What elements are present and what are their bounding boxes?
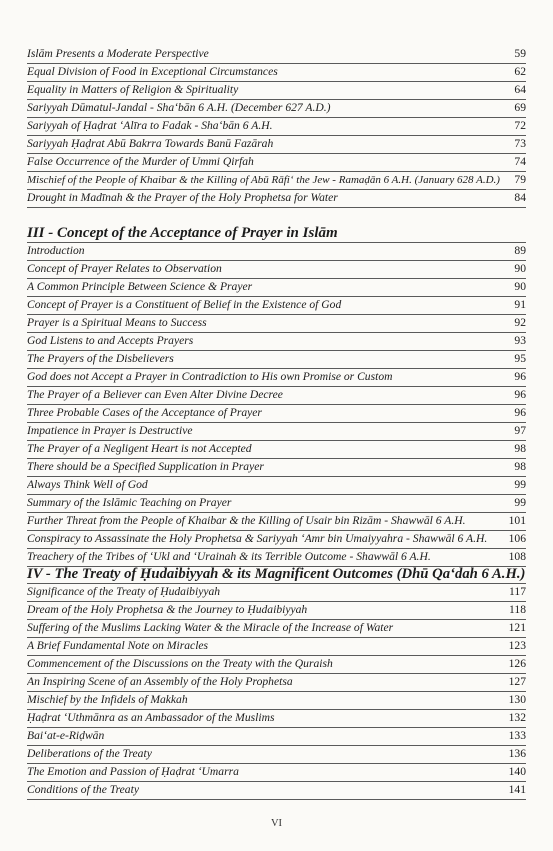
toc-entry-page: 96 bbox=[514, 406, 526, 419]
toc-entry-page: 96 bbox=[514, 370, 526, 383]
toc-entry bbox=[27, 441, 526, 459]
toc-entry-page: 64 bbox=[514, 83, 526, 96]
toc-entry bbox=[27, 638, 526, 656]
toc-entry-page: 95 bbox=[514, 352, 526, 365]
toc-entry-title: Suffering of the Muslims Lacking Water & the Miracle of the Increase of Water bbox=[27, 621, 394, 634]
toc-entry-title: Islām Presents a Moderate Perspective bbox=[27, 47, 209, 60]
toc-entry bbox=[27, 656, 526, 674]
toc-entry-page: 72 bbox=[514, 119, 526, 132]
toc-entry-title: Further Threat from the People of Khaibar & the Killing of Usair bin Rizām - Shawwāl 6 A.H. bbox=[27, 514, 466, 527]
toc-entry bbox=[27, 279, 526, 297]
toc-entry-page: 136 bbox=[508, 747, 526, 760]
toc-entry-page: 98 bbox=[514, 460, 526, 473]
toc-entry-title: Drought in Madīnah & the Prayer of the Holy Prophetsa for Water bbox=[27, 191, 338, 204]
toc-entry-title: Sariyyah Ḥaḍrat Abū Bakrra Towards Banū Fazārah bbox=[27, 137, 274, 150]
toc-entry-title: Sariyyah of Ḥaḍrat ‘Alīra to Fadak - Sha‘bān 6 A.H. bbox=[27, 119, 273, 132]
toc-entry-page: 117 bbox=[509, 585, 526, 598]
toc-entry-title: The Prayer of a Believer can Even Alter Divine Decree bbox=[27, 388, 283, 401]
toc-section-iv bbox=[27, 584, 526, 800]
toc-entry bbox=[27, 710, 526, 728]
toc-entry-title: Treachery of the Tribes of ‘Ukl and ‘Urainah & its Terrible Outcome - Shawwāl 6 A.H. bbox=[27, 550, 431, 563]
toc-entry-title: Equality in Matters of Religion & Spirituality bbox=[27, 83, 239, 96]
toc-entry-title: Concept of Prayer is a Constituent of Belief in the Existence of God bbox=[27, 298, 342, 311]
toc-entry-page: 132 bbox=[508, 711, 526, 724]
toc-entry-title: Bai‘at-e-Riḍwān bbox=[27, 729, 105, 742]
toc-entry-page: 130 bbox=[508, 693, 526, 706]
toc-entry-page: 121 bbox=[508, 621, 526, 634]
toc-entry-page: 62 bbox=[514, 65, 526, 78]
toc-entry bbox=[27, 692, 526, 710]
toc-section-continued bbox=[27, 46, 526, 208]
toc-entry-title: Introduction bbox=[27, 244, 85, 257]
toc-entry-page: 106 bbox=[508, 532, 526, 545]
toc-entry-title: God Listens to and Accepts Prayers bbox=[27, 334, 194, 347]
toc-entry-page: 90 bbox=[514, 262, 526, 275]
toc-entry bbox=[27, 584, 526, 602]
toc-entry bbox=[27, 602, 526, 620]
toc-entry bbox=[27, 369, 526, 387]
toc-entry-page: 79 bbox=[514, 173, 526, 186]
toc-entry-page: 74 bbox=[514, 155, 526, 168]
toc-entry bbox=[27, 261, 526, 279]
toc-entry-title: Prayer is a Spiritual Means to Success bbox=[27, 316, 207, 329]
toc-entry-title: The Prayer of a Negligent Heart is not Accepted bbox=[27, 442, 252, 455]
toc-entry-page: 123 bbox=[508, 639, 526, 652]
toc-entry-title: Conditions of the Treaty bbox=[27, 783, 139, 796]
toc-entry bbox=[27, 495, 526, 513]
toc-entry bbox=[27, 746, 526, 764]
toc-entry bbox=[27, 64, 526, 82]
section-heading-iv: IV - The Treaty of Ḥudaibiyyah & its Magnificent Outcomes (Dhū Qa‘dah 6 A.H.) bbox=[27, 566, 526, 582]
toc-entry bbox=[27, 531, 526, 549]
toc-entry-title: Concept of Prayer Relates to Observation bbox=[27, 262, 222, 275]
toc-entry-page: 98 bbox=[514, 442, 526, 455]
toc-entry-title: Impatience in Prayer is Destructive bbox=[27, 424, 193, 437]
toc-entry bbox=[27, 100, 526, 118]
toc-entry-title: Equal Division of Food in Exceptional Circumstances bbox=[27, 65, 278, 78]
toc-entry-title: Summary of the Islāmic Teaching on Prayer bbox=[27, 496, 232, 509]
toc-entry-title: Three Probable Cases of the Acceptance of Prayer bbox=[27, 406, 262, 419]
toc-entry-page: 92 bbox=[514, 316, 526, 329]
toc-entry-title: Mischief by the Infidels of Makkah bbox=[27, 693, 188, 706]
toc-entry bbox=[27, 477, 526, 495]
toc-entry-title: Deliberations of the Treaty bbox=[27, 747, 152, 760]
toc-entry bbox=[27, 315, 526, 333]
toc-entry-page: 99 bbox=[514, 478, 526, 491]
toc-entry bbox=[27, 46, 526, 64]
toc-entry-page: 89 bbox=[514, 244, 526, 257]
toc-entry-title: A Brief Fundamental Note on Miracles bbox=[27, 639, 209, 652]
toc-entry bbox=[27, 423, 526, 441]
toc-entry-page: 73 bbox=[514, 137, 526, 150]
toc-entry-title: The Prayers of the Disbelievers bbox=[27, 352, 174, 365]
toc-entry-title: Ḥaḍrat ‘Uthmānra as an Ambassador of the Muslims bbox=[27, 711, 275, 724]
toc-entry-title: Conspiracy to Assassinate the Holy Prophetsa & Sariyyah ‘Amr bin Umaiyyahra - Shawwāl 6 A.H. bbox=[27, 532, 488, 545]
toc-entry-title: Sariyyah Dūmatul-Jandal - Sha‘bān 6 A.H. (December 627 A.D.) bbox=[27, 101, 331, 114]
toc-entry bbox=[27, 620, 526, 638]
toc-entry-title: Mischief of the People of Khaibar & the Killing of Abū Rāfi‘ the Jew - Ramaḍān 6 A.H. (January 628 A.D.) bbox=[27, 174, 500, 186]
toc-entry bbox=[27, 728, 526, 746]
toc-entry-page: 97 bbox=[514, 424, 526, 437]
toc-entry-title: Commencement of the Discussions on the Treaty with the Quraish bbox=[27, 657, 333, 670]
toc-entry bbox=[27, 190, 526, 208]
toc-entry bbox=[27, 513, 526, 531]
toc-entry-title: God does not Accept a Prayer in Contradiction to His own Promise or Custom bbox=[27, 370, 393, 383]
toc-entry bbox=[27, 351, 526, 369]
toc-entry bbox=[27, 674, 526, 692]
toc-entry-title: There should be a Specified Supplication in Prayer bbox=[27, 460, 264, 473]
toc-entry bbox=[27, 243, 526, 261]
toc-entry-title: A Common Principle Between Science & Prayer bbox=[27, 280, 253, 293]
toc-entry bbox=[27, 459, 526, 477]
toc-entry bbox=[27, 387, 526, 405]
toc-entry-page: 118 bbox=[509, 603, 526, 616]
toc-entry-page: 101 bbox=[508, 514, 526, 527]
toc-entry-page: 140 bbox=[508, 765, 526, 778]
section-heading-iii: III - Concept of the Acceptance of Prayer in Islām bbox=[27, 223, 526, 243]
toc-entry bbox=[27, 82, 526, 100]
toc-entry-page: 91 bbox=[514, 298, 526, 311]
toc-entry-page: 108 bbox=[508, 550, 526, 563]
page-number: VI bbox=[270, 818, 283, 829]
toc-entry-title: Significance of the Treaty of Ḥudaibiyyah bbox=[27, 585, 221, 598]
toc-entry bbox=[27, 172, 526, 190]
toc-entry-title: The Emotion and Passion of Ḥaḍrat ‘Umarra bbox=[27, 765, 239, 778]
toc-entry-title: Dream of the Holy Prophetsa & the Journey to Ḥudaibiyyah bbox=[27, 603, 308, 616]
toc-entry-title: An Inspiring Scene of an Assembly of the Holy Prophetsa bbox=[27, 675, 293, 688]
toc-entry bbox=[27, 333, 526, 351]
toc-section-iii bbox=[27, 243, 526, 567]
toc-entry bbox=[27, 118, 526, 136]
toc-entry-page: 141 bbox=[508, 783, 526, 796]
toc-entry-page: 93 bbox=[514, 334, 526, 347]
toc-entry-title: Always Think Well of God bbox=[27, 478, 148, 491]
toc-entry bbox=[27, 764, 526, 782]
toc-entry-page: 59 bbox=[514, 47, 526, 60]
toc-entry-page: 127 bbox=[508, 675, 526, 688]
toc-entry-page: 84 bbox=[514, 191, 526, 204]
toc-entry-page: 99 bbox=[514, 496, 526, 509]
toc-entry bbox=[27, 782, 526, 800]
toc-entry bbox=[27, 405, 526, 423]
toc-entry-page: 90 bbox=[514, 280, 526, 293]
toc-entry bbox=[27, 154, 526, 172]
toc-entry bbox=[27, 136, 526, 154]
toc-entry-page: 69 bbox=[514, 101, 526, 114]
toc-entry-page: 96 bbox=[514, 388, 526, 401]
toc-entry-page: 133 bbox=[508, 729, 526, 742]
toc-entry-page: 126 bbox=[508, 657, 526, 670]
toc-entry bbox=[27, 297, 526, 315]
toc-entry-title: False Occurrence of the Murder of Ummi Qirfah bbox=[27, 155, 254, 168]
